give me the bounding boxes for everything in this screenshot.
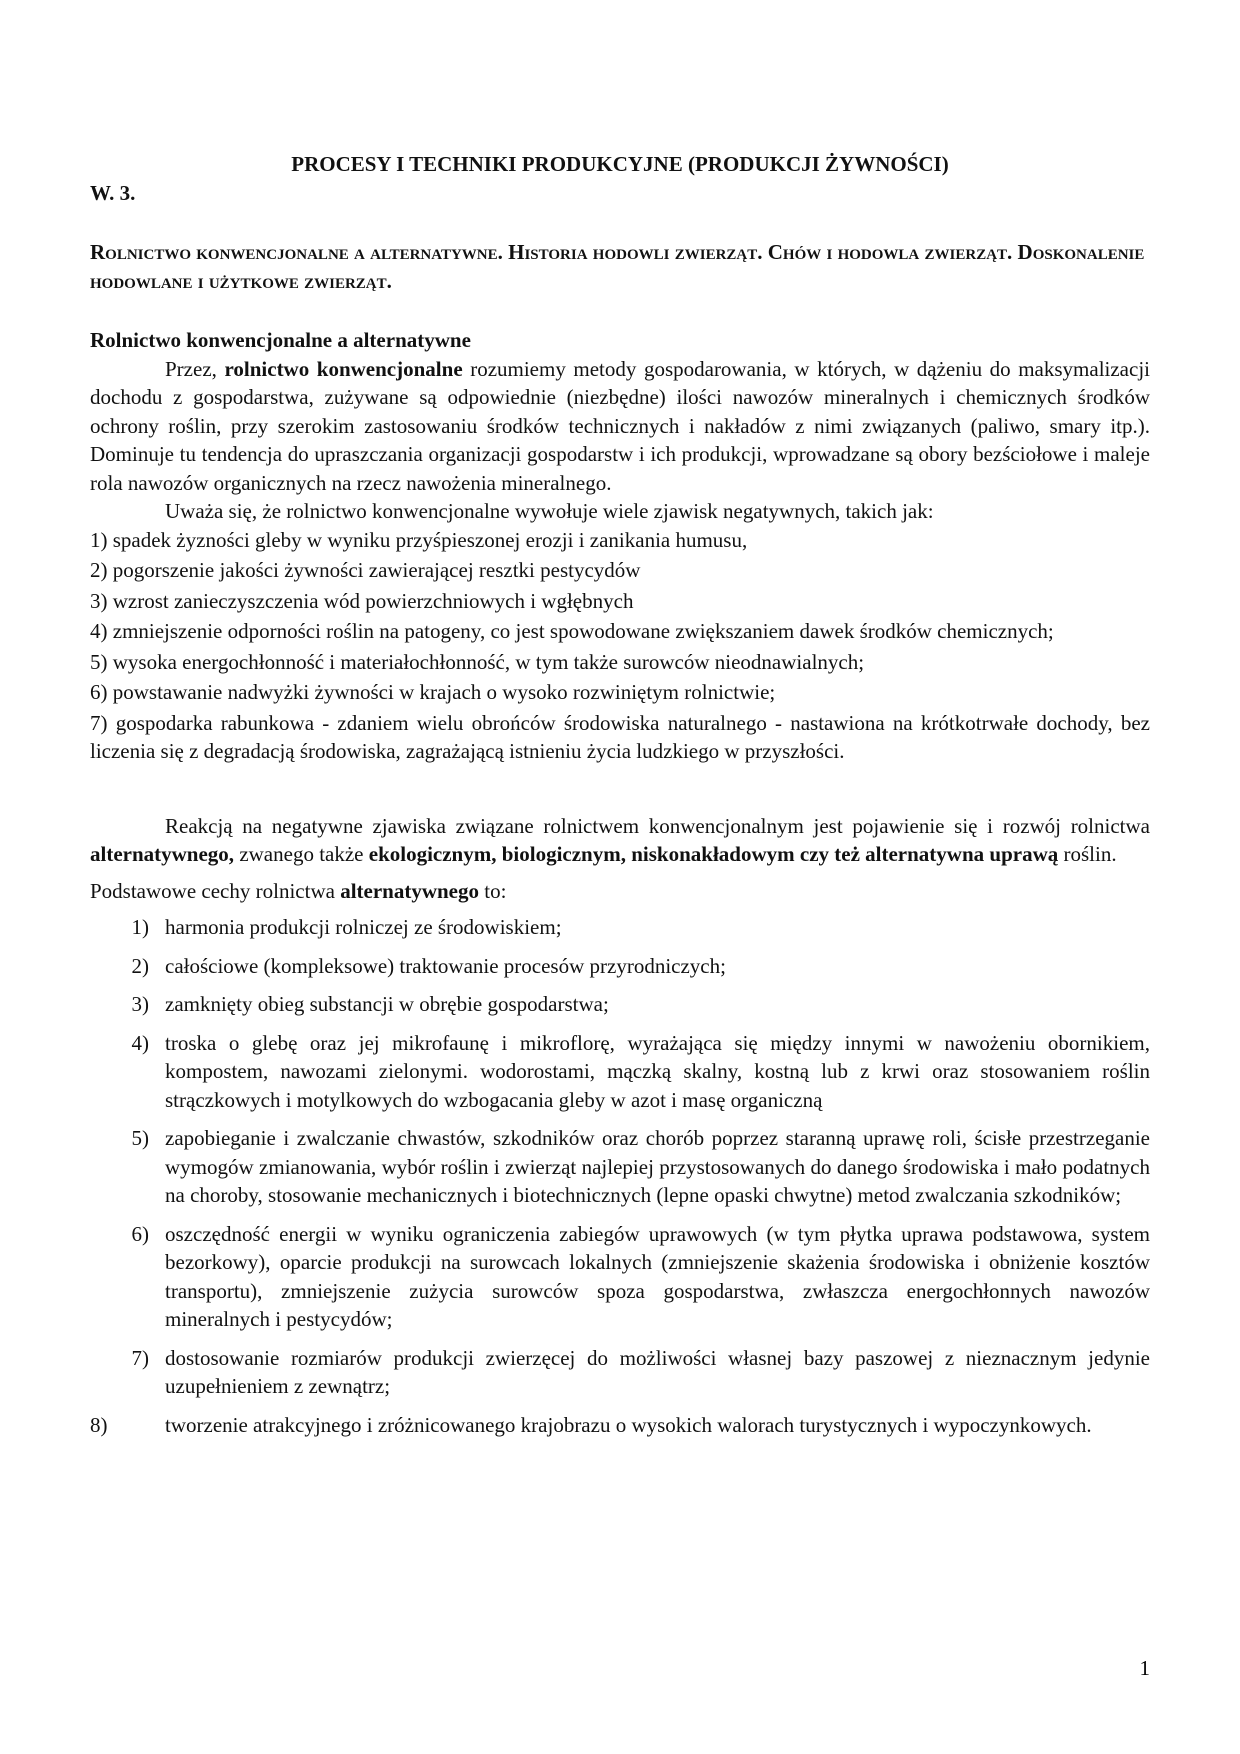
list-item (90, 913, 1150, 942)
negatives-list (90, 526, 1150, 766)
bold-term: ekologicznym, biologicznym, niskonakładowym czy też alternatywna uprawą (368, 842, 1059, 866)
list-text: oszczędność energii w wyniku ograniczenia zabiegów uprawowych (w tym płytka uprawa podstawowa, system bezorkowy), oparcie produkcji na surowcach lokalnych (zmniejszenie skażenia środowiska i obniżenie kosztów transportu), zmniejszenie zużycia surowców spoza gospodarstwa, zwłaszcza energochłonnych nawozów mineralnych i pestycydów; (165, 1221, 1150, 1331)
list-item (90, 1344, 1150, 1401)
list-number: 3) (131, 992, 149, 1016)
page-number: 1 (1139, 1656, 1150, 1680)
list-text: tworzenie atrakcyjnego i zróżnicowanego krajobrazu o wysokich walorach turystycznych i wypoczynkowych. (165, 1412, 1092, 1437)
list-text: dostosowanie rozmiarów produkcji zwierzęcej do możliwości własnej bazy paszowej z nieznacznym jedynie uzupełnieniem z zewnątrz; (165, 1345, 1150, 1398)
paragraph-negatives-intro: Uważa się, że rolnictwo konwencjonalne wywołuje wiele zjawisk negatywnych, takich jak: (165, 499, 934, 523)
list-item-8 (90, 1411, 1150, 1440)
document-title: PROCESY I TECHNIKI PRODUKCYJNE (PRODUKCJI ŻYWNOŚCI) (291, 152, 949, 176)
paragraph-alternative-intro (90, 812, 1150, 869)
text-run: Reakcją na negatywne zjawiska związane rolnictwem konwencjonalnym jest pojawienie się i rozwój rolnictwa (165, 813, 1150, 838)
list-item: 1) spadek żyzności gleby w wyniku przyśpieszonej erozji i zanikania humusu, (90, 527, 748, 552)
text-run: to: (479, 878, 507, 903)
list-item (90, 952, 1150, 981)
list-number: 4) (131, 1030, 149, 1055)
list-item: 2) pogorszenie jakości żywności zawierającej resztki pestycydów (90, 558, 641, 582)
lecture-topics: Rolnictwo konwencjonalne a alternatywne. Historia hodowli zwierząt. Chów i hodowla zwierząt. Doskonalenie hodowlane i użytkowe zwierząt. (90, 240, 1145, 293)
list-item: 5) wysoka energochłonność i materiałochłonność, w tym także surowców nieodnawialnych; (90, 649, 865, 674)
spacer (90, 768, 1150, 812)
list-number: 6) (131, 1221, 149, 1246)
list-text: troska o glebę oraz jej mikrofaunę i mikroflorę, wyrażająca się między innymi w nawożeniu obornikiem, kompostem, nawozami zielonymi. wodorostami, mączką skalny, kostną lub z krwi oraz stosowaniem roślin strączkowych i motylkowych do wzbogacania gleby w azot i masę organiczną (165, 1030, 1150, 1112)
list-item: 7) gospodarka rabunkowa - zdaniem wielu obrońców środowiska naturalnego - nastawiona na krótkotrwałe dochody, bez liczenia się z degradacją środowiska, zagrażającą istnieniu życia ludzkiego w przyszłości. (90, 710, 1150, 763)
list-item (90, 1124, 1150, 1210)
text-run: Podstawowe cechy rolnictwa (90, 878, 341, 903)
list-item: 4) zmniejszenie odporności roślin na patogeny, co jest spowodowane zwiększaniem dawek środków chemicznych; (90, 619, 1054, 643)
text-run: roślin. (1058, 842, 1117, 866)
paragraph-features-intro (90, 877, 1150, 906)
text-run: zwanego także (234, 842, 369, 866)
bold-term: rolnictwo konwencjonalne (224, 356, 463, 381)
list-item: 6) powstawanie nadwyżki żywności w krajach o wysoko rozwiniętym rolnictwie; (90, 680, 776, 704)
bold-term: alternatywnego (340, 878, 479, 903)
features-list (90, 913, 1150, 1401)
list-number: 2) (131, 953, 149, 978)
section-heading: Rolnictwo konwencjonalne a alternatywne (90, 328, 471, 352)
paragraph-conventional-definition (90, 355, 1150, 498)
list-item (90, 1220, 1150, 1334)
list-number: 5) (131, 1126, 149, 1150)
list-item (90, 1029, 1150, 1115)
list-text: zapobieganie i zwalczanie chwastów, szkodników oraz chorób poprzez staranną uprawę roli, ścisłe przestrzeganie wymogów zmianowania, wybór roślin i zwierząt najlepiej przystosowanych do danego środowiska i mało podatnych na choroby, stosowanie mechanicznych i biotechnicznych (lepne opaski chwytne) metod zwalczania szkodników; (165, 1126, 1150, 1207)
lecture-number: W. 3. (90, 180, 136, 205)
list-number: 1) (131, 915, 149, 939)
list-number: 8) (90, 1412, 108, 1437)
list-text: harmonia produkcji rolniczej ze środowiskiem; (165, 915, 562, 939)
text-run: rozumiemy metody gospodarowania, w których, w dążeniu do maksymalizacji dochodu z gospodarstwa, zużywane są odpowiednie (niezbędne) ilości nawozów mineralnych i chemicznych środków ochrony roślin, przy szerokim zastosowaniu środków technicznych i nakładów z nimi związanych (paliwo, smary itp.). Dominuje tu tendencja do upraszczania organizacji gospodarstw i ich produkcji, wprowadzane są obory bezściołowe i maleje rola nawozów organicznych na rzecz nawożenia mineralnego. (90, 356, 1150, 495)
list-text: całościowe (kompleksowe) traktowanie procesów przyrodniczych; (165, 953, 726, 978)
text-run: Przez, (165, 356, 225, 381)
list-text: zamknięty obieg substancji w obrębie gospodarstwa; (165, 992, 609, 1016)
list-item (90, 990, 1150, 1019)
list-item: 3) wzrost zanieczyszczenia wód powierzchniowych i wgłębnych (90, 588, 634, 613)
list-number: 7) (131, 1345, 149, 1370)
bold-term: alternatywnego, (90, 842, 235, 866)
document-page (90, 150, 1150, 1439)
